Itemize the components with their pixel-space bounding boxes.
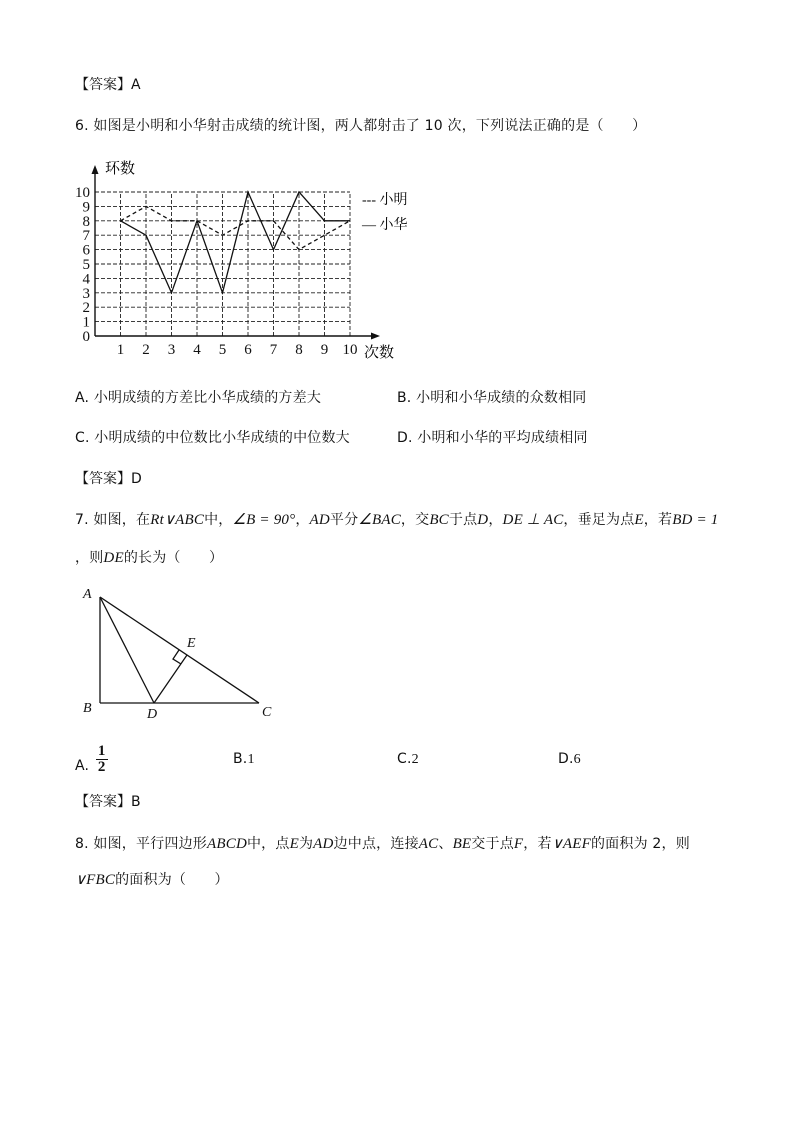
q7-option-d — [558, 751, 581, 768]
chart-series — [121, 192, 351, 293]
x-axis-label: 次数 — [364, 345, 395, 361]
q7-option-b — [233, 751, 255, 768]
q8-text: 边中点，连接 — [333, 836, 419, 852]
answer-q7 — [75, 791, 141, 811]
question-8-stem-line1 — [75, 833, 690, 853]
x-tick-label: 6 — [244, 342, 252, 358]
y-tick-label: 10 — [75, 185, 90, 201]
legend-xiaohua: — 小华 — [362, 218, 408, 233]
triangle-figure — [75, 580, 285, 725]
q7-text: ，若 — [643, 512, 673, 528]
q6-option-a: A. 小明成绩的方差比小华成绩的方差大 — [75, 390, 322, 406]
q8-text: 、 — [438, 836, 453, 852]
q8-math-abcd: ABCD — [207, 836, 247, 852]
x-tick-label: 4 — [193, 342, 201, 358]
q7-text: ， — [488, 512, 503, 528]
q7-option-b-value: 1 — [247, 752, 255, 767]
q7-text: ，交 — [400, 512, 430, 528]
q8-math-fbc: ∨FBC — [75, 872, 116, 888]
q7-math-e: E — [634, 512, 644, 528]
q8-text: ，若 — [523, 836, 552, 852]
q7-option-a — [75, 744, 108, 775]
y-tick-label: 2 — [82, 300, 90, 317]
y-tick-label: 0 — [82, 329, 90, 345]
x-tick-label: 7 — [269, 342, 278, 358]
q7-option-c-value: 2 — [411, 752, 419, 767]
segment-ac — [100, 597, 259, 703]
q8-text: 为 — [298, 836, 314, 852]
point-c-label: C — [262, 705, 272, 720]
x-tick-label: 8 — [295, 342, 303, 358]
legend-xiaoming: --- 小明 — [362, 193, 408, 208]
x-tick-label: 1 — [116, 342, 125, 358]
chart-axes — [92, 165, 381, 340]
q7-text: ，垂足为点 — [563, 512, 635, 528]
q6-option-d: D. 小明和小华的平均成绩相同 — [397, 430, 588, 446]
answer-value: A — [131, 77, 141, 93]
q7-option-c-prefix: C. — [397, 751, 412, 767]
q7-option-c — [397, 751, 419, 768]
q8-math-be: BE — [452, 836, 472, 852]
point-b-label: B — [83, 701, 92, 716]
q7-math-bd: BD = 1 — [672, 512, 719, 528]
y-tick-label: 7 — [82, 228, 90, 245]
q6-option-c: C. 小明成绩的中位数比小华成绩的中位数大 — [75, 430, 350, 446]
q8-text: 中，点 — [246, 836, 290, 852]
q7-text: 中， — [204, 512, 233, 528]
segment-ad — [100, 597, 154, 703]
right-angle-mark — [173, 650, 181, 664]
question-7-stem-line1 — [75, 509, 719, 529]
q7-text: ， — [295, 512, 310, 528]
answer-label: 【答案】 — [75, 471, 131, 487]
y-tick-label: 1 — [82, 314, 90, 331]
y-axis-arrow — [92, 165, 99, 174]
answer-value: D — [131, 471, 142, 487]
answer-label: 【答案】 — [75, 77, 131, 93]
x-tick-label: 5 — [218, 342, 227, 358]
point-e-label: E — [187, 636, 196, 651]
score-line-chart — [60, 155, 420, 370]
q7-option-a-prefix: A. — [75, 757, 90, 774]
q8-math-f: F — [513, 836, 524, 852]
x-axis-arrow — [371, 333, 380, 340]
q7-text: ，则 — [75, 550, 104, 566]
y-tick-label: 5 — [82, 257, 90, 273]
q8-text: 8. 如图，平行四边形 — [75, 836, 208, 852]
q7-text: 7. 如图，在 — [75, 512, 151, 528]
y-tick-label: 4 — [82, 271, 90, 288]
x-tick-label: 10 — [342, 342, 358, 358]
answer-value: B — [131, 794, 141, 810]
y-tick-label: 3 — [82, 285, 90, 302]
q8-math-ac: AC — [418, 836, 439, 852]
x-tick-label: 9 — [320, 342, 329, 358]
y-tick-label: 9 — [82, 199, 90, 216]
q7-math-angle-b: ∠B = 90° — [232, 512, 296, 528]
x-tick-label: 3 — [167, 342, 176, 358]
y-tick-label: 6 — [82, 242, 90, 259]
q7-math-ad: AD — [309, 512, 330, 528]
q7-math-angle-bac: ∠BAC — [358, 512, 401, 528]
series-line-xiaohua — [121, 192, 351, 293]
q8-math-ad: AD — [313, 836, 334, 852]
q8-math-e: E — [289, 836, 299, 852]
q8-text: 交于点 — [471, 836, 514, 852]
answer-q5 — [75, 74, 141, 94]
q7-math-de-ac: DE ⊥ AC — [502, 512, 564, 528]
q7-text: 于点 — [448, 512, 478, 528]
q7-option-d-prefix: D. — [558, 751, 574, 767]
y-tick-label: 8 — [82, 213, 90, 230]
answer-q6 — [75, 468, 142, 488]
fraction-numerator: 1 — [97, 743, 106, 759]
q8-text: 的面积为 2，则 — [590, 836, 690, 852]
q7-math-bc: BC — [429, 512, 449, 528]
q6-option-b: B. 小明和小华成绩的众数相同 — [397, 390, 587, 406]
q7-text: 平分 — [329, 512, 359, 528]
y-axis-label: 环数 — [105, 161, 136, 177]
question-6-stem: 6. 如图是小明和小华射击成绩的统计图，两人都射击了 10 次，下列说法正确的是（ ） — [75, 118, 647, 134]
segment-de — [154, 655, 187, 703]
point-a-label: A — [83, 587, 92, 602]
question-8-stem-line2 — [75, 869, 229, 889]
q7-math-rt-abc: Rt∨ABC — [150, 512, 205, 528]
question-7-stem-line2 — [75, 547, 223, 567]
answer-label: 【答案】 — [75, 794, 131, 810]
q8-math-aef: ∨AEF — [551, 836, 591, 852]
q7-math-de: DE — [103, 550, 124, 566]
fraction-denominator: 2 — [97, 759, 106, 775]
fraction-one-half — [96, 744, 108, 775]
q7-math-d: D — [477, 512, 489, 528]
q7-text: 的长为（ ） — [123, 550, 224, 566]
point-d-label: D — [147, 707, 158, 722]
x-tick-label: 2 — [142, 342, 150, 358]
q8-text: 的面积为（ ） — [115, 872, 229, 888]
q7-option-b-prefix: B. — [233, 751, 248, 767]
q7-option-d-value: 6 — [573, 752, 581, 767]
